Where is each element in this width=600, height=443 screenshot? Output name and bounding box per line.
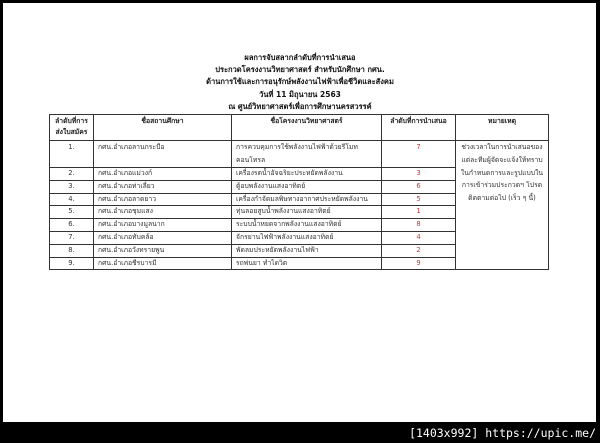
cell-order: 9. [50,257,94,270]
cell-school: กศน.อำเภอลานกระบือ [94,141,232,168]
cell-project: ทุ่นลอยสูบน้ำพลังงานแสงอาทิตย์ [232,206,382,219]
title-line-2: ประกวดโครงงานวิทยาศาสตร์ สำหรับนักศึกษา กศน. [215,65,385,75]
title-line-5-venue: ณ ศูนย์วิทยาศาสตร์เพื่อการศึกษานครสวรรค์ [228,101,372,111]
cell-project: เครื่องกำจัดมลพิษทางอากาศประหยัดพลังงาน [232,193,382,206]
cell-rank: 1 [382,206,456,219]
results-table [49,114,549,270]
cell-school: กศน.อำเภอบางมูลนาก [94,219,232,232]
cell-project: ระบบน้ำหยดจากพลังงานแสงอาทิตย์ [232,219,382,232]
cell-remark: ช่วงเวลาในการนำเสนอของแต่ละทีมผู้จัดจะแจ้งให้ทราบในกำหนดการและรูปแบบในการเข้าร่วมประกวดฯ โปรดติดตามต่อไป (เร็ว ๆ นี้) [456,141,549,270]
header-remark: หมายเหตุ [456,115,549,141]
cell-order: 6. [50,219,94,232]
cell-school: กศน.อำเภอชีรบารมี [94,257,232,270]
cell-order: 7. [50,231,94,244]
title-line-3: ด้านการใช้และการอนุรักษ์พลังงานไฟฟ้าเพื่อชีวิตและสังคม [206,77,394,87]
cell-rank: 7 [382,141,456,168]
cell-rank: 2 [382,244,456,257]
header-rank: ลำดับที่การนำเสนอ [382,115,456,141]
cell-project: พัดลมประหยัดพลังงานไฟฟ้า [232,244,382,257]
cell-order: 4. [50,193,94,206]
cell-order: 2. [50,168,94,181]
cell-project: เครื่องรดน้ำอัจฉริยะประหยัดพลังงาน [232,168,382,181]
table-header-row [50,115,549,141]
cell-rank: 6 [382,180,456,193]
title-line-1: ผลการจับสลากลำดับที่การนำเสนอ [244,53,356,62]
header-order: ลำดับที่การส่งใบสมัคร [50,115,94,141]
cell-school: กศน.อำเภอวังทรายพูน [94,244,232,257]
cell-rank: 9 [382,257,456,270]
cell-order: 1. [50,141,94,168]
cell-rank: 8 [382,219,456,232]
title-line-4-date: วันที่ 11 มิถุนายน 2563 [259,89,341,99]
cell-school: กศน.อำเภอชุมแสง [94,206,232,219]
image-host-watermark: [1403x992] https://upic.me/ [409,426,596,440]
document-title [0,52,600,113]
cell-rank: 5 [382,193,456,206]
cell-school: กศน.อำเภอทับคล้อ [94,231,232,244]
header-school: ชื่อสถานศึกษา [94,115,232,141]
cell-order: 5. [50,206,94,219]
cell-order: 8. [50,244,94,257]
table-row [50,141,549,168]
cell-school: กศน.อำเภอท่าเลี่ยว [94,180,232,193]
cell-project: รถพ่นยา ทำไดวิต [232,257,382,270]
cell-rank: 3 [382,168,456,181]
cell-rank: 4 [382,231,456,244]
cell-project: ตู้อบพลังงานแสงอาทิตย์ [232,180,382,193]
cell-project: จักรยานไฟฟ้าพลังงานแสงอาทิตย์ [232,231,382,244]
cell-order: 3. [50,180,94,193]
cell-project: การควบคุมการใช้พลังงานไฟฟ้าด้วยรีโมท คอนโทรล [232,141,382,168]
cell-school: กศน.อำเภอแม่วงก์ [94,168,232,181]
header-project: ชื่อโครงงานวิทยาศาสตร์ [232,115,382,141]
cell-school: กศน.อำเภอลาดยาว [94,193,232,206]
